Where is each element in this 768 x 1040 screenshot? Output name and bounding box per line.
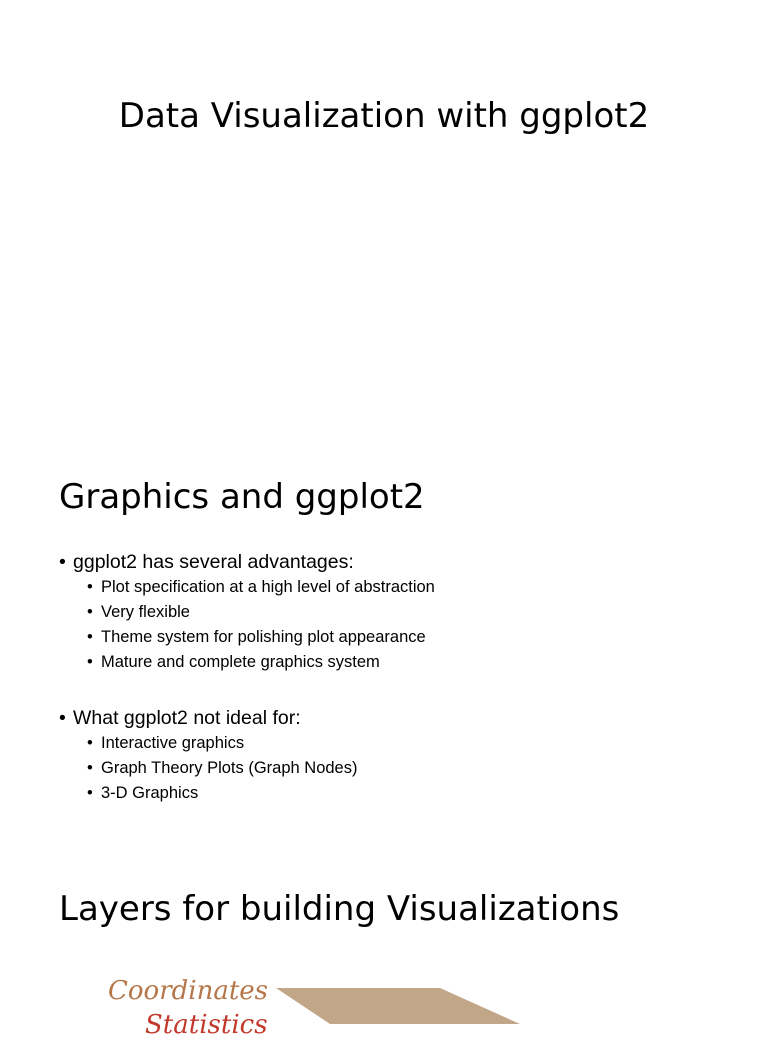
bullet-heading bbox=[59, 705, 357, 731]
sub-bullet-item bbox=[87, 756, 357, 781]
sub-bullet-text: Mature and complete graphics system bbox=[101, 653, 380, 671]
sub-bullet-item bbox=[87, 575, 435, 600]
sub-bullet-text: Interactive graphics bbox=[101, 734, 245, 752]
slide-title: Data Visualization with ggplot2 bbox=[118, 96, 650, 136]
sub-bullet-item bbox=[87, 650, 435, 675]
sub-bullet-item bbox=[87, 625, 435, 650]
bullet-heading-text: ggplot2 has several advantages: bbox=[73, 551, 354, 573]
sub-bullet-text: Plot specification at a high level of abstraction bbox=[101, 578, 435, 596]
bullet-icon: • bbox=[87, 628, 93, 646]
section-title-graphics: Graphics and ggplot2 bbox=[59, 477, 425, 517]
bullet-icon: • bbox=[87, 734, 93, 752]
sub-bullet-list bbox=[59, 731, 357, 806]
bullet-group-not-ideal bbox=[59, 705, 357, 806]
sub-bullet-text: Theme system for polishing plot appearance bbox=[101, 628, 426, 646]
bullet-icon: • bbox=[87, 578, 93, 596]
bullet-icon: • bbox=[59, 551, 66, 573]
layers-diagram bbox=[0, 960, 768, 1040]
sub-bullet-text: 3-D Graphics bbox=[101, 784, 199, 802]
layer-label-statistics: Statistics bbox=[145, 1010, 268, 1040]
sub-bullet-item bbox=[87, 731, 357, 756]
bullet-icon: • bbox=[59, 707, 66, 729]
sub-bullet-item bbox=[87, 600, 435, 625]
bullet-group-advantages bbox=[59, 549, 435, 675]
coordinates-layer-band bbox=[276, 988, 520, 1024]
sub-bullet-text: Very flexible bbox=[101, 603, 190, 621]
bullet-icon: • bbox=[87, 784, 93, 802]
bullet-heading-text: What ggplot2 not ideal for: bbox=[73, 707, 301, 729]
bullet-icon: • bbox=[87, 653, 93, 671]
layer-label-coordinates: Coordinates bbox=[108, 976, 269, 1006]
bullet-icon: • bbox=[87, 759, 93, 777]
sub-bullet-item bbox=[87, 781, 357, 806]
sub-bullet-text: Graph Theory Plots (Graph Nodes) bbox=[101, 759, 358, 777]
bullet-heading bbox=[59, 549, 435, 575]
bullet-icon: • bbox=[87, 603, 93, 621]
sub-bullet-list bbox=[59, 575, 435, 675]
section-title-layers: Layers for building Visualizations bbox=[59, 889, 620, 929]
